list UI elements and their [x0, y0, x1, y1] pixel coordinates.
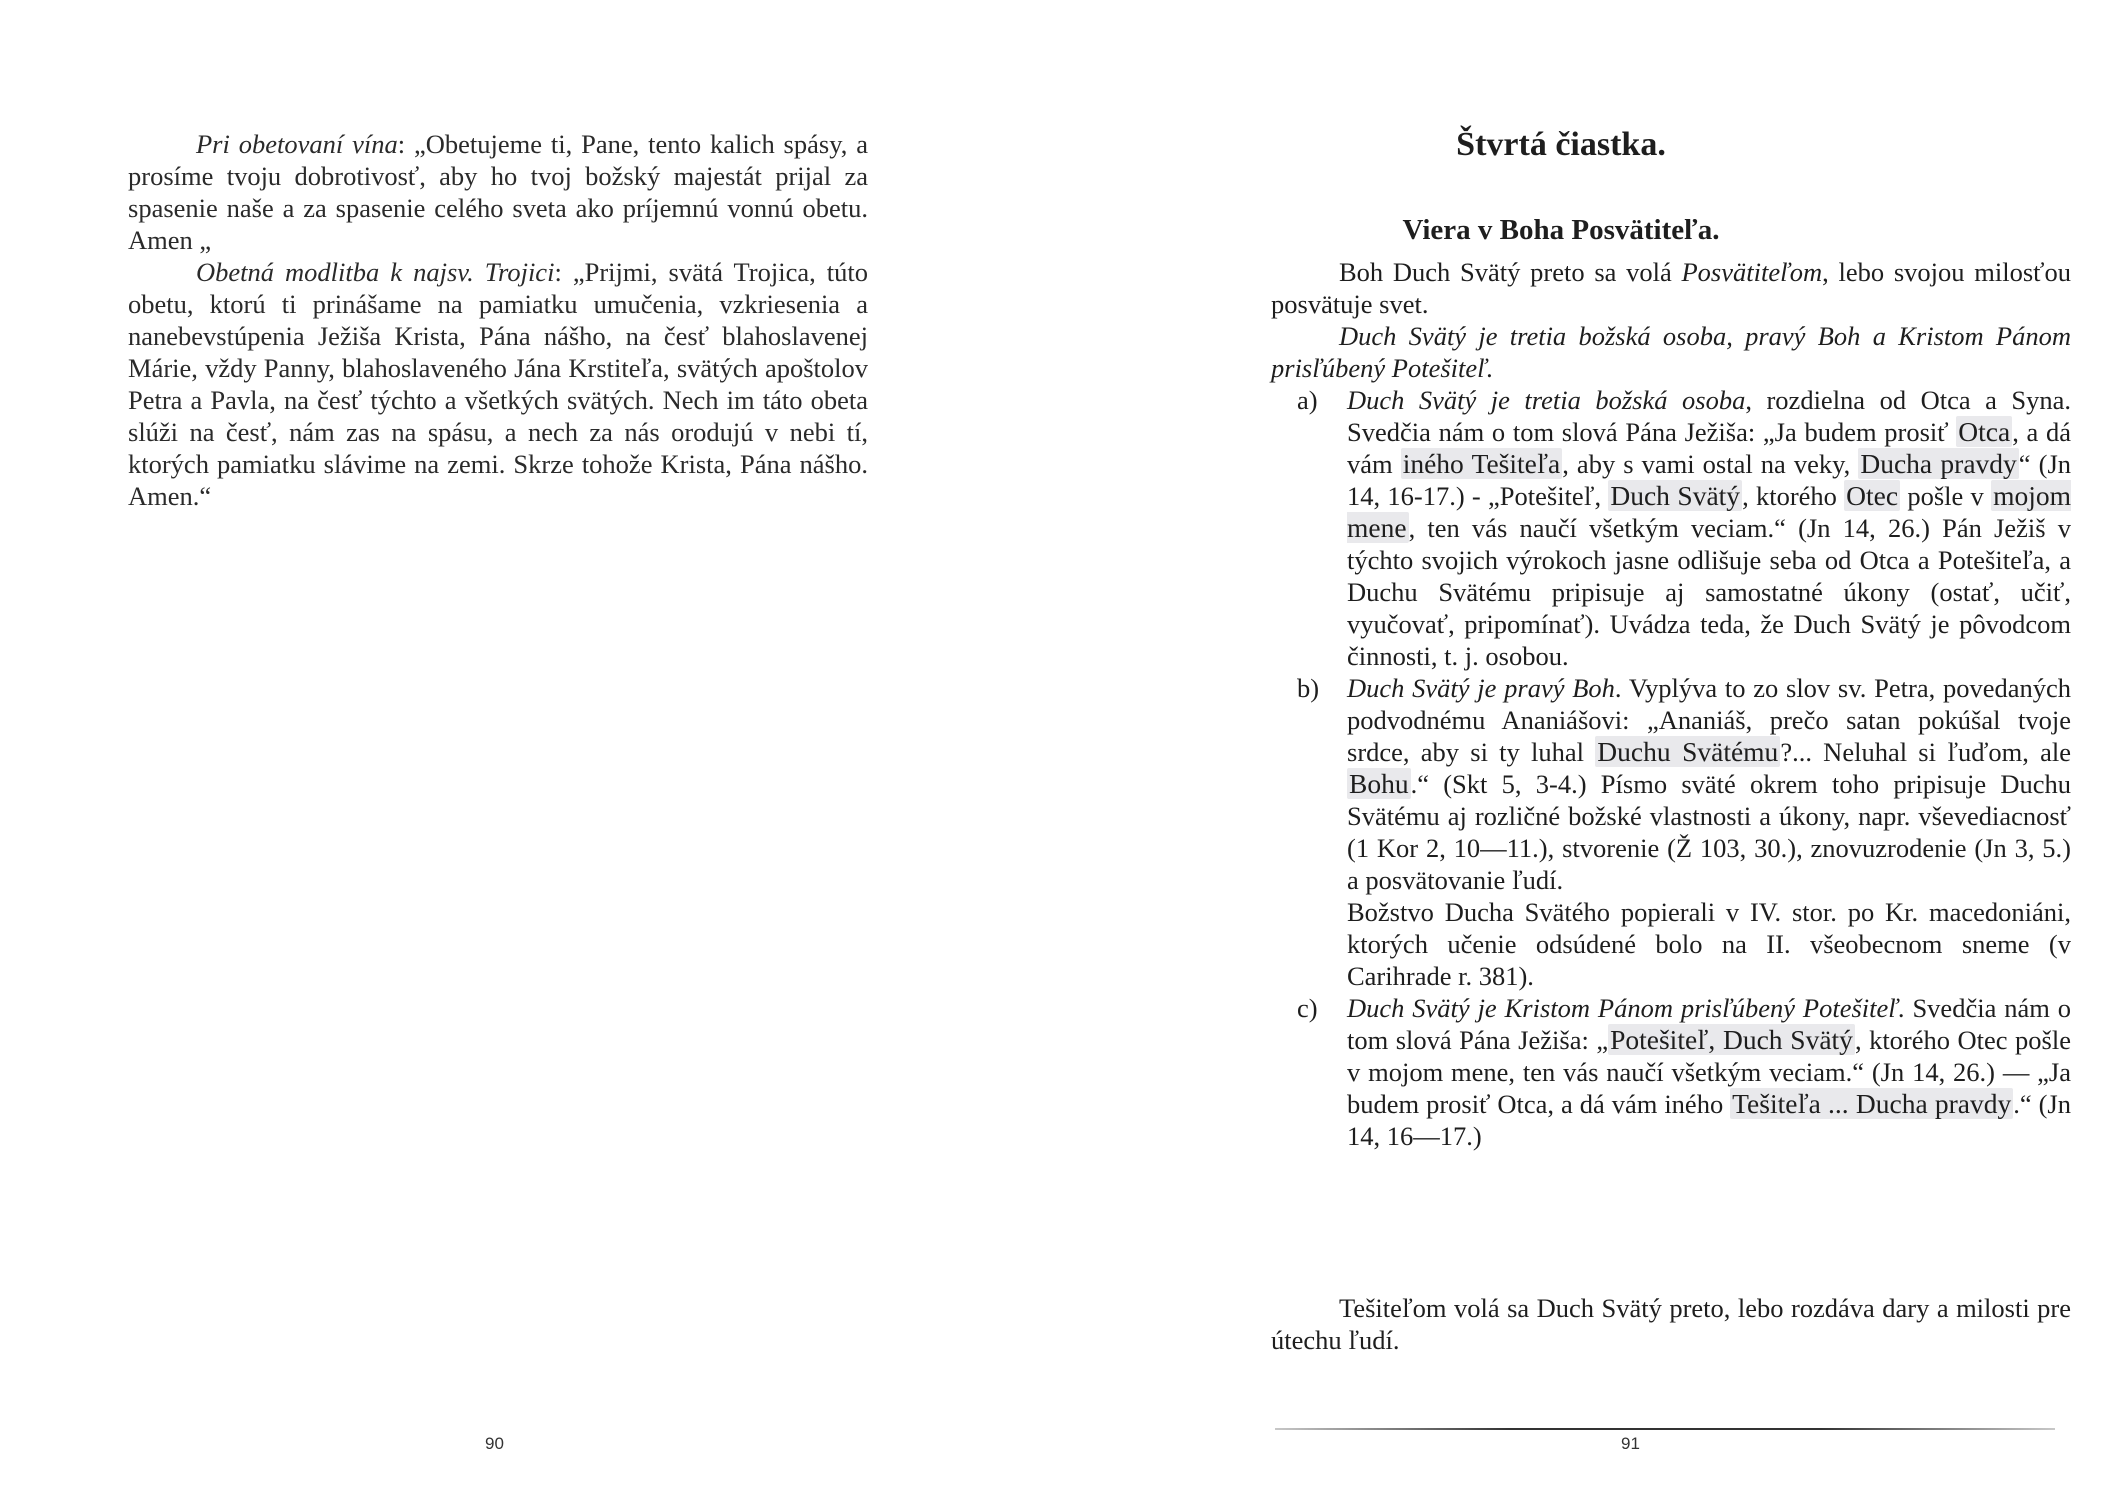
- item-a-text: , ktorého: [1742, 481, 1845, 511]
- closing-paragraph: Tešiteľom volá sa Duch Svätý preto, lebo rozdáva dary a milosti pre útechu ľudí.: [1271, 1293, 2071, 1355]
- intro-paragraph: [1271, 256, 2071, 320]
- right-page-body: [1271, 256, 2071, 1152]
- item-b-highlight: Duchu Svätému: [1597, 736, 1779, 767]
- offertory-wine-paragraph: [128, 128, 868, 256]
- list-marker-b: b): [1297, 673, 1320, 703]
- item-a-highlight: iného Tešiteľa: [1402, 448, 1561, 479]
- item-a-highlight: Duch Svätý: [1610, 480, 1741, 511]
- left-page: [0, 0, 1000, 1500]
- closing-block: [1271, 1292, 2071, 1356]
- list-marker-c: c): [1297, 993, 1318, 1023]
- list-item-b: [1271, 672, 2071, 992]
- offertory-wine-text: : „Obetujeme ti, Pane, tento kalich spásy, a prosíme tvoju dobrotivosť, aby ho tvoj božský majestát prijal za spasenie naše a za spasenie celého sveta ako príjemnú vonnú obetu. Amen „: [128, 129, 868, 255]
- intro-emphasis: Posvätiteľom: [1681, 257, 1823, 287]
- item-b-lead: Duch Svätý je pravý Boh: [1347, 673, 1615, 703]
- item-c-highlight: Tešiteľa ... Ducha pravdy: [1732, 1088, 2012, 1119]
- page-number-right: 91: [1621, 1434, 1640, 1453]
- item-a-highlight: Otca: [1958, 416, 2011, 447]
- intro-text-a: Boh Duch Svätý preto sa volá: [1339, 257, 1682, 287]
- item-c-text: , ktorého Otec pošle v mojom mene, ten vás naučí všetkým veciam.“ (Jn 14, 26.) — „Ja budem prosiť Otca, a dá vám iného: [1347, 1025, 2071, 1119]
- item-a-text: “ (Jn 14, 16-17.) - „Potešiteľ,: [1347, 449, 2072, 511]
- list-item-a: [1271, 384, 2071, 672]
- item-a-highlight: Otec: [1846, 480, 1899, 511]
- left-page-text: [128, 128, 868, 512]
- chapter-title: Štvrtá čiastka.: [1456, 126, 1666, 163]
- item-b-highlight: Bohu: [1349, 768, 1409, 799]
- intro-text-b: , lebo svojou milosťou posvätuje svet.: [1271, 257, 2071, 319]
- trinity-prayer-text: : „Prijmi, svätá Trojica, túto obetu, ktorú ti prinášame na pamiatku umučenia, vzkriesenia a nanebevstúpenia Ježiša Krista, Pána nášho, na česť blahoslavenej Márie, vždy Panny, blahoslaveného Jána Krstiteľa, svätých apoštolov Petra a Pavla, na česť týchto a všetkých svätých. Nech im táto obeta slúži na česť, nám zas na spásu, a nech za nás orodujú v nebi tí, ktorých pamiatku slávime na zemi. Skrze tohože Krista, Pána nášho. Amen.“: [128, 257, 868, 511]
- item-b-text: ?... Neluhal si ľuďom, ale: [1780, 737, 2071, 767]
- trinity-prayer-paragraph: [128, 256, 868, 512]
- thesis-paragraph: [1271, 320, 2071, 384]
- list-item-c: [1271, 992, 2071, 1152]
- item-a-text: , rozdielna od Otca a Syna. Svedčia nám o tom slová Pána Ježiša: „Ja budem prosiť: [1347, 385, 2072, 447]
- item-b-note: Božstvo Ducha Svätého popierali v IV. stor. po Kr. macedoniáni, ktorých učenie odsúdené bolo na II. všeobecnom sneme (v Carihrade r. 381).: [1347, 897, 2071, 991]
- section-title: Viera v Boha Posvätiteľa.: [1402, 214, 1720, 246]
- item-a-highlight: Ducha pravdy: [1860, 448, 2017, 479]
- item-a-lead: Duch Svätý je tretia božská osoba: [1347, 385, 1746, 415]
- item-a-text: , ten vás naučí všetkým veciam.“ (Jn 14, 26.) Pán Ježiš v týchto svojich výrokoch jasne odlišuje seba od Otca a Potešiteľa, a Duchu Svätému pripisuje aj samostatné úkony (ostať, učiť, vyučovať, pripomínať). Uvádza teda, že Duch Svätý je pôvodcom činnosti, t. j. osobou.: [1347, 513, 2071, 671]
- offertory-wine-label: Pri obetovaní vína: [196, 129, 398, 159]
- trinity-prayer-label: Obetná modlitba k najsv. Trojici: [196, 257, 555, 287]
- item-c-text: . Svedčia nám o tom slová Pána Ježiša: „: [1347, 993, 2071, 1055]
- item-a-highlight: mojom mene: [1347, 480, 2071, 543]
- item-c-lead: Duch Svätý je Kristom Pánom prisľúbený Potešiteľ: [1347, 993, 1898, 1023]
- right-page: [1061, 0, 2122, 1500]
- item-a-text: , a dá vám: [1347, 417, 2072, 479]
- item-c-highlight: Potešiteľ, Duch Svätý: [1610, 1024, 1853, 1055]
- item-c-text: .“ (Jn 14, 16—17.): [1347, 1089, 2071, 1151]
- page-number-left: 90: [485, 1434, 504, 1453]
- footer-rule: [1275, 1428, 2055, 1430]
- item-b-text: . Vyplýva to zo slov sv. Petra, povedaných podvodnému Ananiášovi: „Ananiáš, prečo satan pokúšal tvoje srdce, aby si ty luhal: [1347, 673, 2071, 767]
- item-a-text: pošle v: [1900, 481, 1992, 511]
- list-marker-a: a): [1297, 385, 1318, 415]
- item-a-text: , aby s vami ostal na veky,: [1562, 449, 1859, 479]
- item-b-text: .“ (Skt 5, 3-4.) Písmo sväté okrem toho pripisuje Duchu Svätému aj rozličné božské vlastnosti a úkony, napr. vševediacnosť (1 Kor 2, 10—11.), stvorenie (Ž 103, 30.), znovuzrodenie (Jn 3, 5.) a posvätovanie ľudí.: [1347, 769, 2071, 895]
- thesis-text: Duch Svätý je tretia božská osoba, pravý Boh a Kristom Pánom prisľúbený Potešiteľ.: [1271, 321, 2071, 383]
